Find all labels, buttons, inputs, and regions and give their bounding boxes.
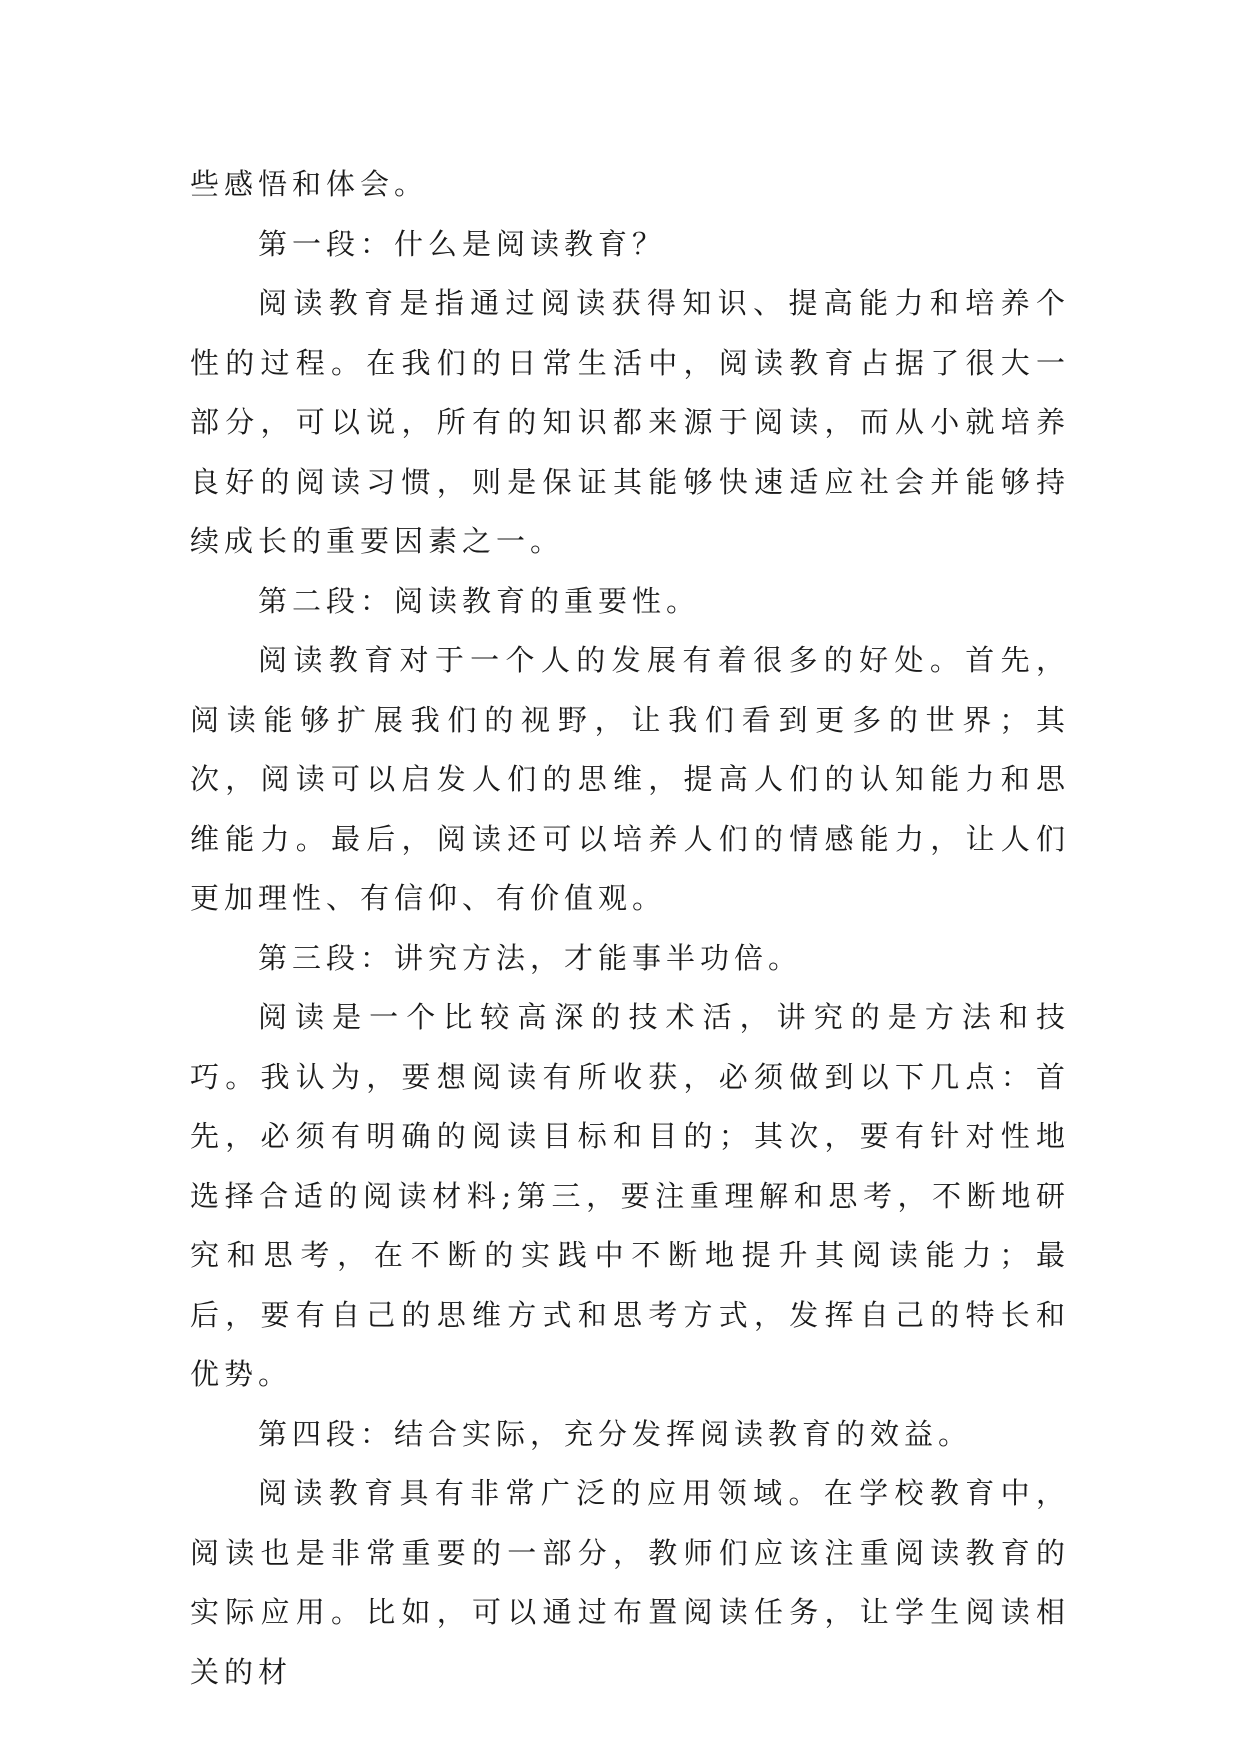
- paragraph-continuation: 些感悟和体会。: [190, 167, 429, 201]
- paragraph: 阅读教育对于一个人的发展有着很多的好处。首先，阅读能够扩展我们的视野，让我们看到更多的世界；其次，阅读可以启发人们的思维，提高人们的认知能力和思维能力。最后，阅读还可以培养人们的情感能力，让人们更加理性、有信仰、有价值观。: [190, 643, 1070, 915]
- section-heading-2: 第二段：阅读教育的重要性。: [258, 583, 701, 618]
- section-heading-3: 第三段：讲究方法，才能事半功倍。: [258, 940, 803, 975]
- document-body: [190, 155, 1070, 1702]
- section-heading-4: 第四段：结合实际，充分发挥阅读教育的效益。: [258, 1416, 973, 1451]
- section-heading-1: 第一段：什么是阅读教育？: [258, 226, 667, 261]
- paragraph: 阅读教育是指通过阅读获得知识、提高能力和培养个性的过程。在我们的日常生活中，阅读教育占据了很大一部分，可以说，所有的知识都来源于阅读，而从小就培养良好的阅读习惯，则是保证其能够快速适应社会并能够持续成长的重要因素之一。: [190, 286, 1070, 558]
- paragraph: 阅读教育具有非常广泛的应用领域。在学校教育中，阅读也是非常重要的一部分，教师们应该注重阅读教育的实际应用。比如，可以通过布置阅读任务，让学生阅读相关的材: [190, 1476, 1070, 1689]
- paragraph: 阅读是一个比较高深的技术活，讲究的是方法和技巧。我认为，要想阅读有所收获，必须做到以下几点：首先，必须有明确的阅读目标和目的；其次，要有针对性地选择合适的阅读材料;第三，要注重理解和思考，不断地研究和思考，在不断的实践中不断地提升其阅读能力；最后，要有自己的思维方式和思考方式，发挥自己的特长和优势。: [190, 1000, 1070, 1391]
